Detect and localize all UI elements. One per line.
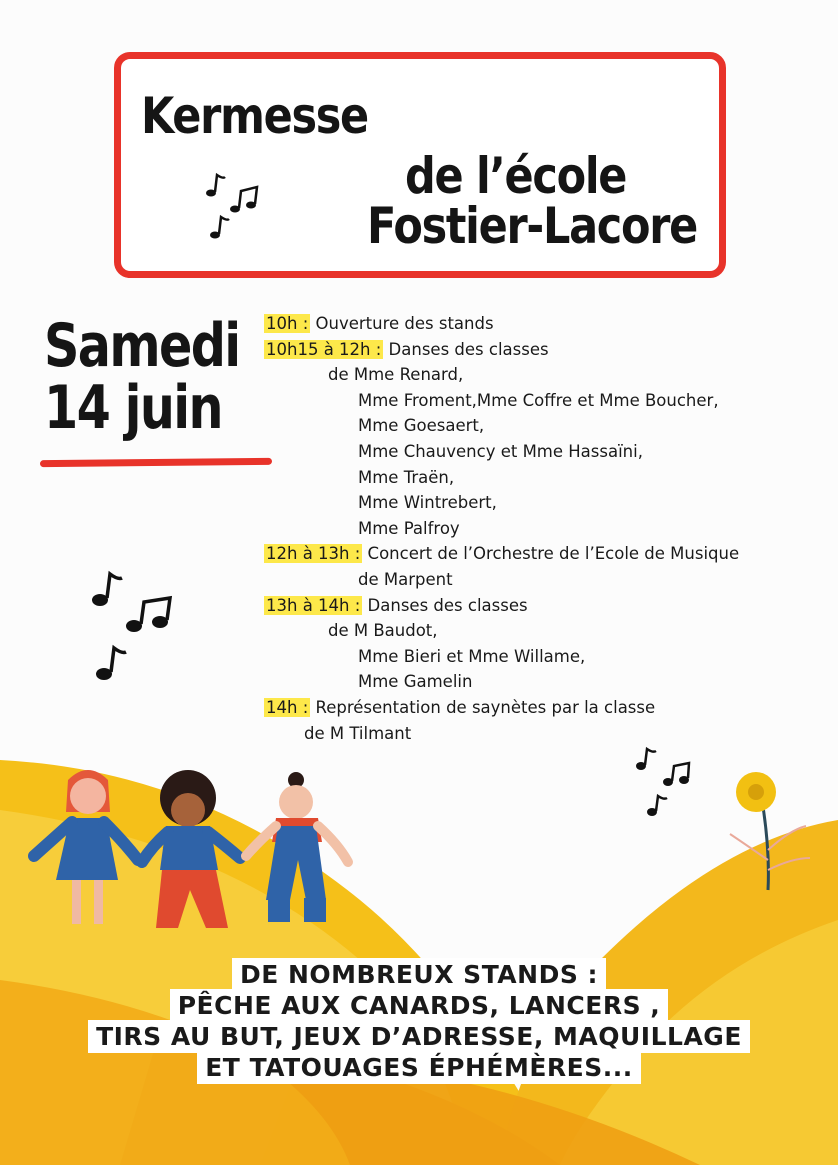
schedule-time: 12h à 13h : [266,544,361,564]
schedule-row [264,695,739,721]
schedule-row [264,413,739,439]
music-notes-icon [88,570,188,690]
schedule-text: Mme Froment,Mme Coffre et Mme Boucher, [358,390,719,410]
schedule-text: Représentation de saynètes par la classe [310,697,656,717]
date-underline [40,458,272,467]
schedule-row [264,669,739,695]
schedule-time: 10h15 à 12h : [266,339,382,359]
schedule-text: Mme Bieri et Mme Willame, [358,646,586,666]
stands-line-2: PÊCHE AUX CANARDS, LANCERS , [170,989,669,1022]
title-line-3: Fostier-Lacore [367,197,698,255]
schedule-row [264,311,739,337]
title-line-2: de l’école [405,147,627,205]
schedule-row [264,541,739,567]
schedule-row [264,439,739,465]
schedule-text: de Marpent [358,569,453,589]
title-line-1: Kermesse [141,87,368,145]
schedule-text: Mme Gamelin [358,672,473,692]
schedule-time: 14h : [266,697,309,717]
date-day: Samedi [44,311,240,381]
schedule-time: 13h à 14h : [266,595,361,615]
schedule-text: Mme Goesaert, [358,416,485,436]
schedule-row [264,490,739,516]
schedule-row [264,362,739,388]
schedule-text: Concert de l’Orchestre de l’Ecole de Musique [362,544,740,564]
date-month: 14 juin [44,373,222,443]
schedule-row [264,567,739,593]
schedule-text: Danses des classes [362,595,528,615]
stands-list [0,958,838,1082]
schedule-list [264,311,739,746]
music-notes-icon [205,171,265,251]
schedule-row [264,516,739,542]
event-date [44,311,240,443]
schedule-text: Mme Chauvency et Mme Hassaïni, [358,441,643,461]
stands-line-3: TIRS AU BUT, JEUX D’ADRESSE, MAQUILLAGE [88,1020,750,1053]
schedule-text: Mme Traën, [358,467,455,487]
schedule-row [264,388,739,414]
title-frame [114,52,726,278]
stands-line-4: ET TATOUAGES ÉPHÉMÈRES... [197,1051,641,1084]
schedule-row [264,644,739,670]
schedule-row [264,593,739,619]
children-holding-hands-illustration [0,730,838,1165]
schedule-text: Mme Wintrebert, [358,493,497,513]
schedule-text: de M Baudot, [328,621,438,641]
schedule-text: Danses des classes [383,339,549,359]
stands-line-1: DE NOMBREUX STANDS : [232,958,606,991]
schedule-row [264,618,739,644]
schedule-row [264,465,739,491]
schedule-time: 10h : [266,314,309,333]
schedule-row [264,337,739,363]
schedule-text: Ouverture des stands [310,314,494,333]
schedule-text: de Mme Renard, [328,365,464,385]
schedule-text: Mme Palfroy [358,518,460,538]
schedule-text: de M Tilmant [304,723,412,743]
